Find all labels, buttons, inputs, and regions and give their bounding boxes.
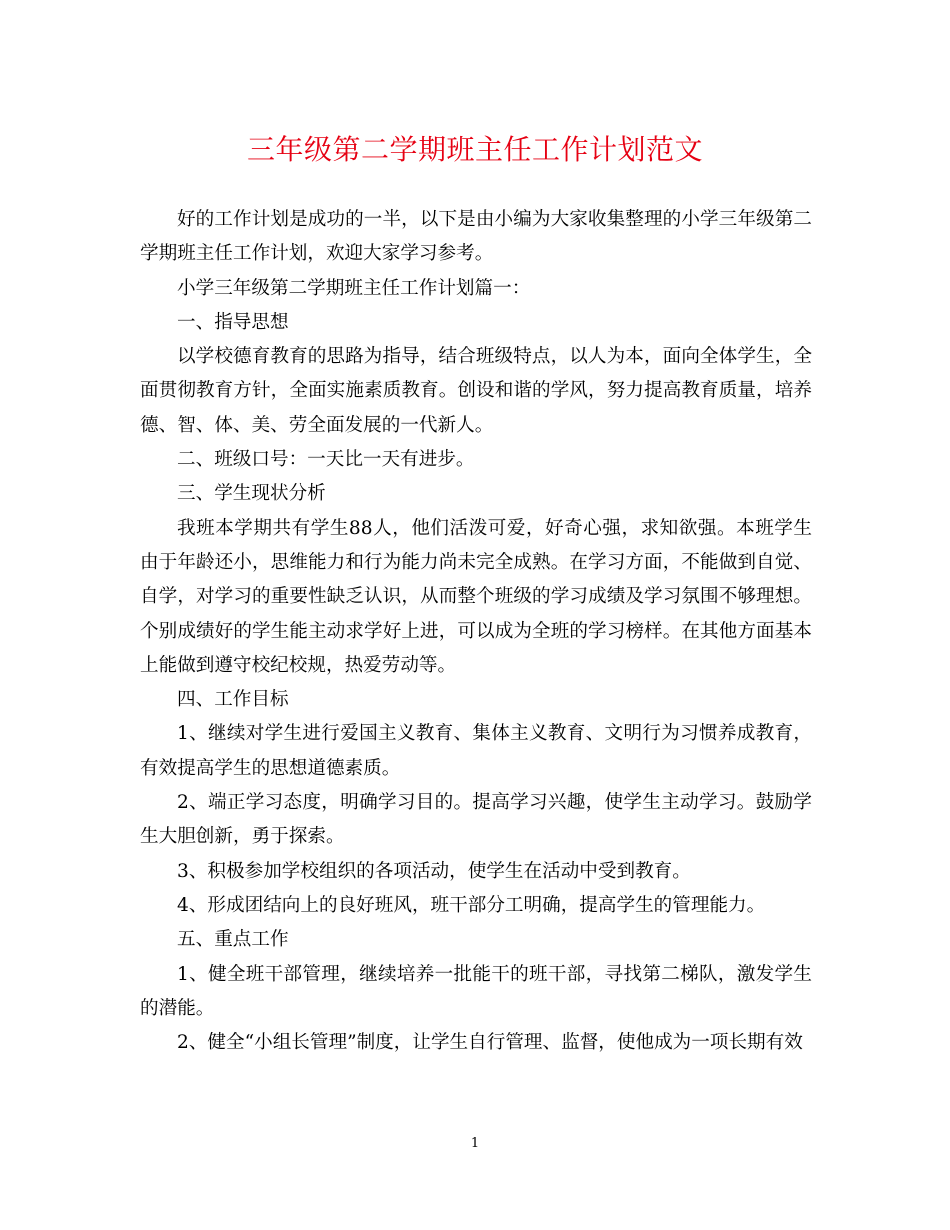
page-number: 1: [470, 1136, 480, 1151]
goal-item-1: 1、继续对学生进行爱国主义教育、集体主义教育、文明行为习惯养成教育，有效提高学生的思想道德素质。: [140, 723, 812, 779]
heading-student-analysis: 三、学生现状分析: [177, 483, 326, 505]
goal-item-4: 4、形成团结向上的良好班风，班干部分工明确，提高学生的管理能力。: [177, 894, 766, 916]
paragraph-student-analysis: 我班本学期共有学生88人，他们活泼可爱，好奇心强，求知欲强。本班学生由于年龄还小，思维能力和行为能力尚未完全成熟。在学习方面，不能做到自觉、自学，对学习的重要性缺乏认识，从而整个班级的学习成绩及学习氛围不够理想。个别成绩好的学生能主动求学好上进，可以成为全班的学习榜样。在其他方面基本上能做到遵守校纪校规，热爱劳动等。: [140, 517, 812, 676]
intro-paragraph: 好的工作计划是成功的一半，以下是由小编为大家收集整理的小学三年级第二学期班主任工作计划，欢迎大家学习参考。: [140, 209, 812, 265]
goal-item-2: 2、端正学习态度，明确学习目的。提高学习兴趣，使学生主动学习。鼓励学生大胆创新，勇于探索。: [140, 792, 812, 848]
document-body: [140, 203, 812, 1060]
key-work-item-1: 1、健全班干部管理，继续培养一批能干的班干部，寻找第二梯队，激发学生的潜能。: [140, 963, 812, 1019]
heading-guiding-thought: 一、指导思想: [177, 311, 289, 333]
document-title: 三年级第二学期班主任工作计划范文: [246, 133, 703, 166]
goal-item-3: 3、积极参加学校组织的各项活动，使学生在活动中受到教育。: [177, 860, 691, 882]
key-work-item-2: 2、健全“小组长管理”制度，让学生自行管理、监督，使他成为一项长期有效: [177, 1032, 803, 1054]
heading-class-slogan: 二、班级口号：一天比一天有进步。: [177, 449, 475, 471]
paragraph-guiding-thought: 以学校德育教育的思路为指导，结合班级特点，以人为本，面向全体学生，全面贯彻教育方针，全面实施素质教育。创设和谐的学风，努力提高教育质量，培养德、智、体、美、劳全面发展的一代新人。: [140, 346, 812, 436]
section-heading-plan-one: 小学三年级第二学期班主任工作计划篇一：: [177, 277, 531, 299]
heading-work-goals: 四、工作目标: [177, 689, 289, 711]
heading-key-work: 五、重点工作: [177, 929, 289, 951]
